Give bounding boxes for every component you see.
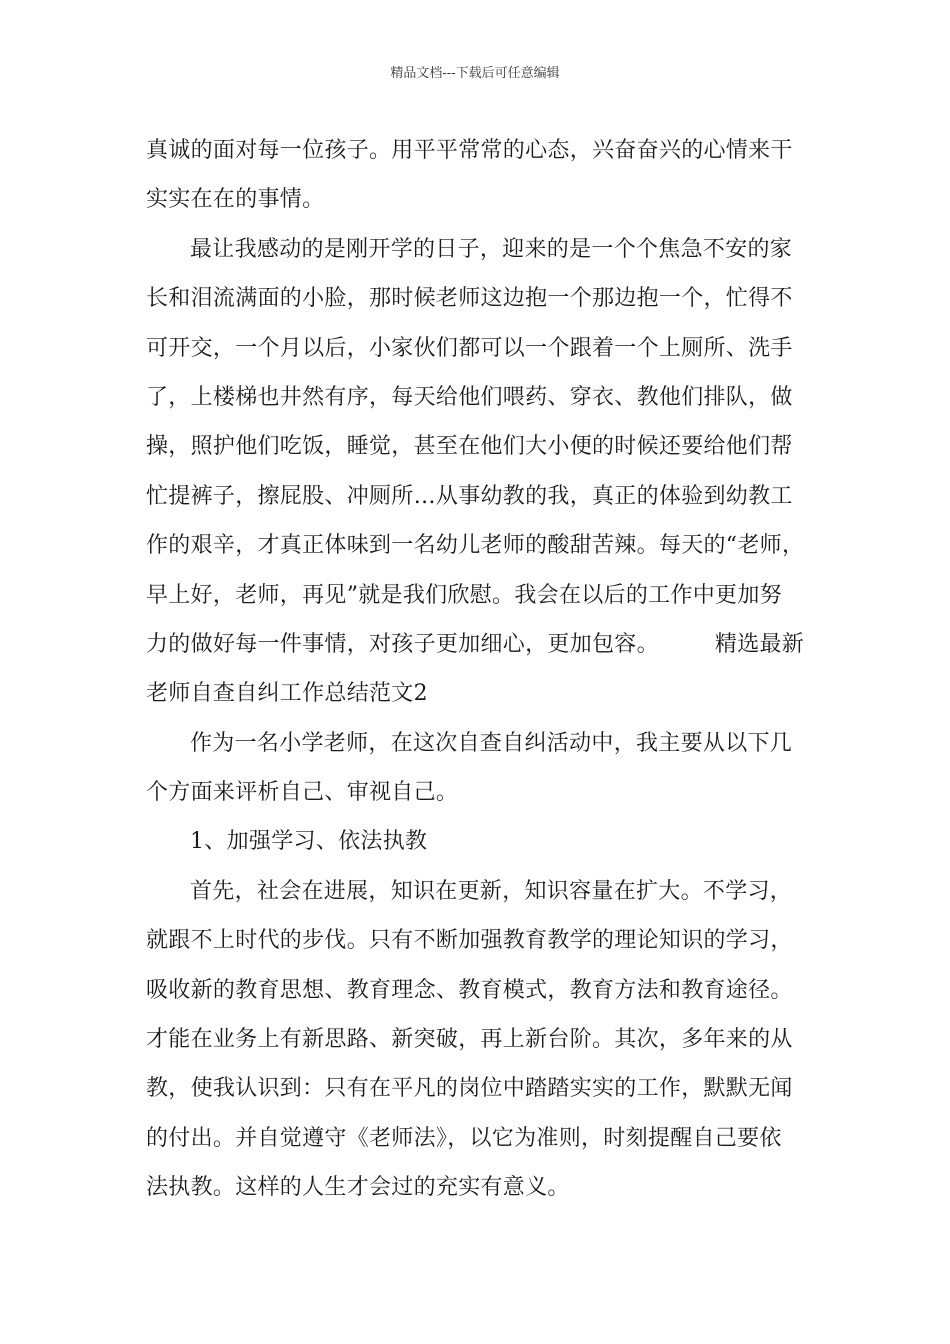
text-line: 长和泪流满面的小脸，那时候老师这边抱一个那边抱一个，忙得不	[146, 286, 793, 312]
text-line	[146, 620, 811, 669]
text-line: 吸收新的教育思想、教育理念、教育模式，教育方法和教育途径。	[146, 977, 793, 1003]
text-line: 教，使我认识到：只有在平凡的岗位中踏踏实实的工作，默默无闻	[146, 1076, 793, 1102]
section-title-start: 精选最新	[714, 631, 805, 657]
text-line: 操，照护他们吃饭，睡觉，甚至在他们大小便的时候还要给他们帮	[146, 434, 793, 460]
text-line: 真诚的面对每一位孩子。用平平常常的心态，兴奋奋兴的心情来干	[146, 138, 793, 163]
text-segment: 力的做好每一件事情，对孩子更加细心，更加包容。	[146, 631, 659, 657]
text-line: 作的艰辛，才真正体味到一名幼儿老师的酸甜苦辣。每天的“老师，	[146, 533, 805, 559]
text-line: 法执教。这样的人生才会过的充实有意义。	[146, 1175, 570, 1201]
text-line: 首先，社会在进展，知识在更新，知识容量在扩大。不学习，	[190, 878, 793, 904]
text-line: 忙提裤子，擦屁股、冲厕所…从事幼教的我，真正的体验到幼教工	[146, 483, 793, 509]
text-line: 早上好，老师，再见”就是我们欣慰。我会在以后的工作中更加努	[146, 582, 782, 608]
document-body	[146, 126, 811, 1213]
text-line: 了，上楼梯也井然有序，每天给他们喂药、穿衣、教他们排队，做	[146, 384, 793, 410]
text-line: 最让我感动的是刚开学的日子，迎来的是一个个焦急不安的家	[190, 236, 793, 262]
text-line: 作为一名小学老师，在这次自查自纠活动中，我主要从以下几	[190, 730, 793, 756]
text-line: 的付出。并自觉遵守《老师法》，以它为准则，时刻提醒自己要依	[146, 1125, 782, 1151]
subheading: 1、加强学习、依法执教	[190, 829, 428, 855]
text-line: 就跟不上时代的步伐。只有不断加强教育教学的理论知识的学习，	[146, 928, 793, 954]
text-line: 实实在在的事情。	[146, 187, 325, 213]
text-line: 个方面来评析自己、审视自己。	[146, 780, 459, 806]
section-title: 老师自查自纠工作总结范文2	[146, 681, 428, 707]
text-line: 才能在业务上有新思路、新突破，再上新台阶。其次，多年来的从	[146, 1027, 793, 1053]
text-line: 可开交，一个月以后，小家伙们都可以一个跟着一个上厕所、洗手	[146, 335, 793, 361]
page-header: 精品文档---下载后可任意编辑	[390, 66, 560, 81]
